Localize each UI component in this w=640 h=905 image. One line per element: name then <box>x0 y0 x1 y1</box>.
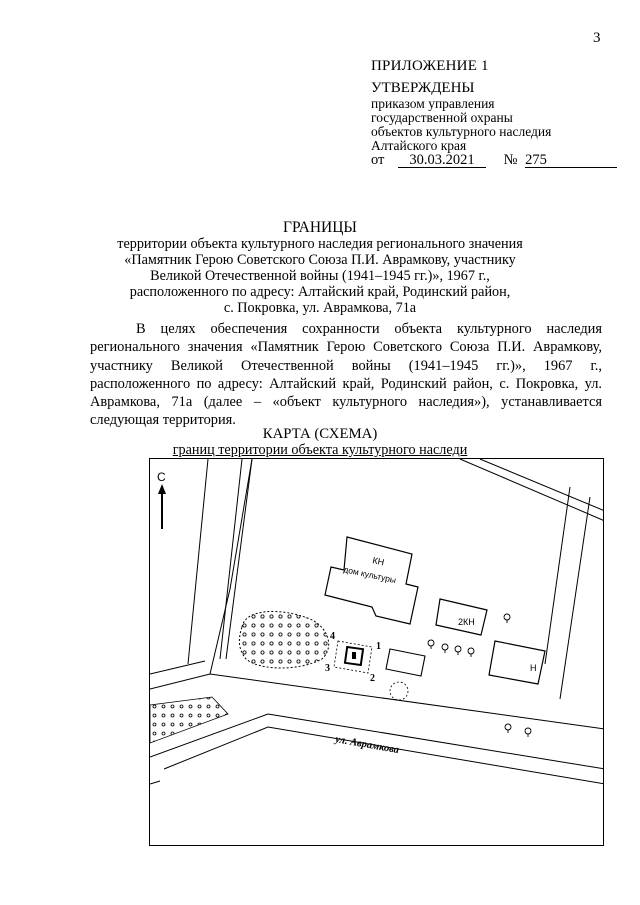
number-prefix: № <box>503 152 518 168</box>
street-name-label: ул. Аврамкова <box>334 734 400 757</box>
point-1-label: 1 <box>376 641 381 652</box>
north-arrow-icon <box>158 484 166 529</box>
order-line-1: приказом управления <box>371 96 495 111</box>
title-line-4: расположенного по адресу: Алтайский край, Родинский район, <box>129 284 511 300</box>
building-kn-label: КН <box>371 555 386 568</box>
map-subheading: границ территории объекта культурного наследи <box>172 442 468 458</box>
page-number: 3 <box>593 30 601 46</box>
monument-mark <box>352 652 356 659</box>
body-paragraph-text: В целях обеспечения сохранности объекта культурного наследия регионального значения «Памятник Герою Советского Союза П.И. Аврамкову, участнику Великой Отечественной войны (1941–1945 гг.)», 1967 г., расположенного по адресу: Алтайский край, Родинский район, с. Покровка, ул. Аврамкова, 71а (далее – «объект культурного наследия»), устанавливается следующая территория. <box>90 321 602 429</box>
point-2-label: 2 <box>370 673 375 684</box>
small-structure <box>386 649 425 676</box>
approved-label: УТВЕРЖДЕНЫ <box>371 80 475 96</box>
dashed-circle-marker <box>390 682 408 700</box>
title-line-5: с. Покровка, ул. Аврамкова, 71а <box>223 300 417 316</box>
road-lines <box>150 459 604 784</box>
point-4-label: 4 <box>330 631 335 642</box>
order-line-3: объектов культурного наследия <box>371 124 552 139</box>
body-paragraph <box>90 320 602 430</box>
map-scheme <box>150 459 604 846</box>
title-line-3: Великой Отечественной войны (1941–1945 гг.)», 1967 г., <box>150 268 490 284</box>
building-2kn-label: 2КН <box>458 617 475 627</box>
appendix-label: ПРИЛОЖЕНИЕ 1 <box>371 58 489 74</box>
building-culture-house-caption: дом культуры <box>342 564 397 586</box>
map-frame <box>149 458 604 846</box>
document-heading: ГРАНИЦЫ <box>283 219 357 236</box>
north-label: С <box>157 470 166 484</box>
point-3-label: 3 <box>325 663 330 674</box>
order-line-4: Алтайского края <box>371 138 467 153</box>
date-prefix: от <box>371 152 385 168</box>
order-line-2: государственной охраны <box>371 110 513 125</box>
building-n <box>489 641 545 684</box>
green-zone-area <box>150 697 228 743</box>
title-line-1: территории объекта культурного наследия регионального значения <box>117 236 523 252</box>
order-date: 30.03.2021 <box>398 153 486 168</box>
order-date-line <box>371 153 617 168</box>
building-n-label: Н <box>530 663 537 673</box>
protected-zone-area <box>239 611 328 668</box>
building-culture-house <box>325 537 418 624</box>
map-heading: КАРТА (СХЕМА) <box>262 426 378 442</box>
order-number: 275 <box>525 153 617 168</box>
title-line-2: «Памятник Герою Советского Союза П.И. Аврамкову, участнику <box>124 252 516 268</box>
